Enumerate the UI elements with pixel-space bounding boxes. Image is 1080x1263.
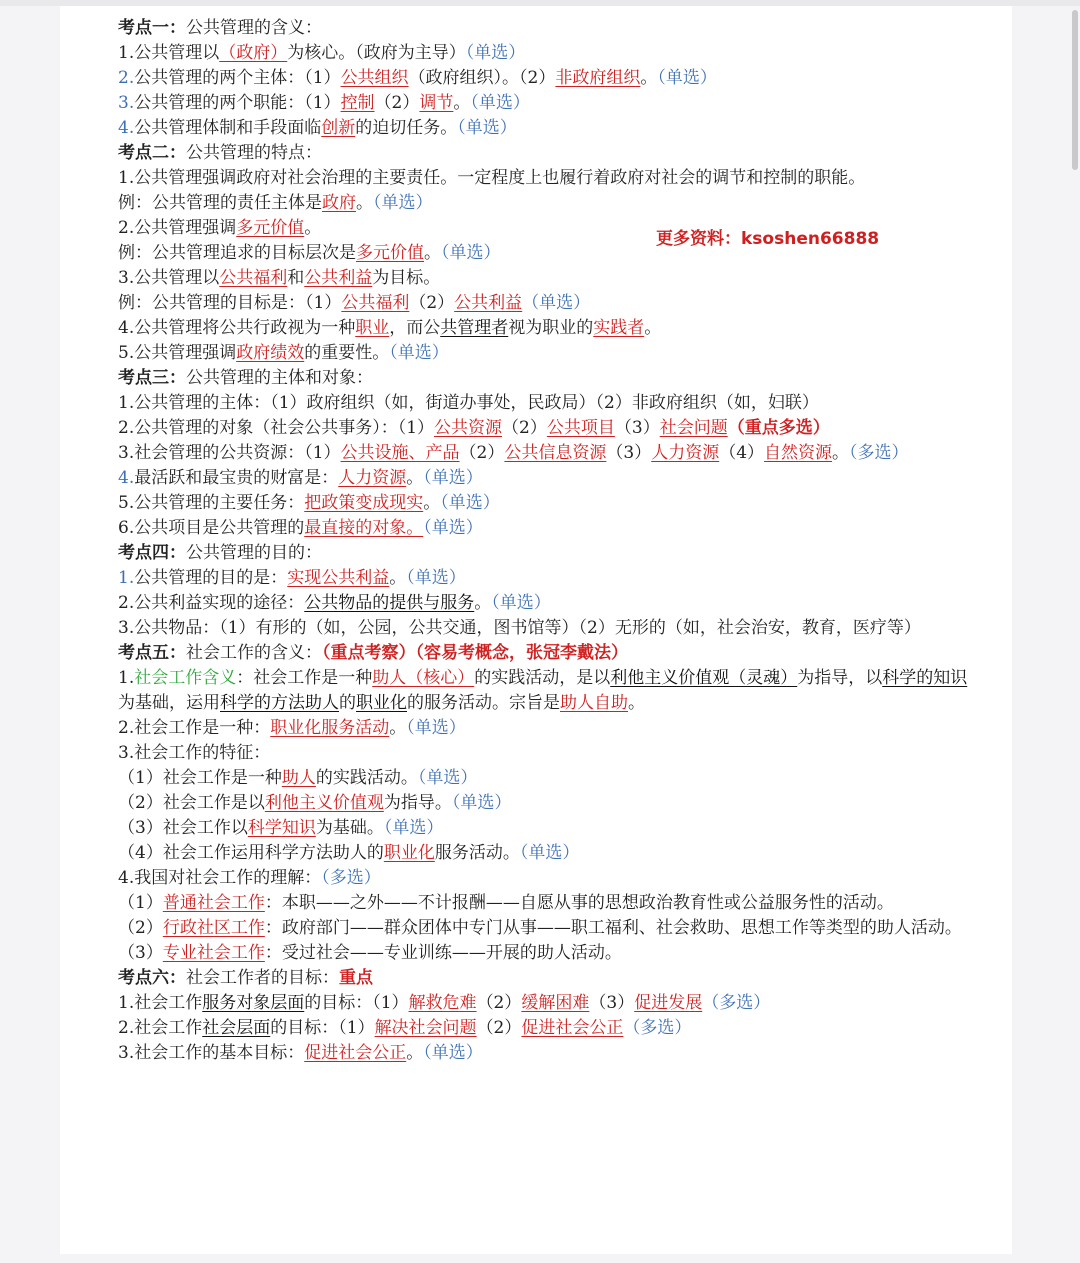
text-segment: 。 <box>424 243 441 263</box>
text-segment: 职业化 <box>383 843 435 863</box>
question-type-tag: （单选） <box>440 493 500 513</box>
text-segment: 例：公共管理追求的目标层次是 <box>118 243 356 263</box>
text-segment: 的 <box>339 693 356 713</box>
text-segment: 1.社会工作 <box>118 993 203 1013</box>
text-segment: 社会工作的含义： <box>186 643 322 663</box>
text-segment: 的迫切任务。 <box>355 118 458 138</box>
text-segment: 视为职业的 <box>508 318 594 338</box>
text-segment: （1） <box>118 893 163 913</box>
text-line <box>118 441 968 466</box>
text-segment: 促进社会公正 <box>521 1018 624 1038</box>
text-segment: 行政社区工作 <box>162 918 265 938</box>
text-segment: 缓解困难 <box>521 993 590 1013</box>
question-type-tag: （单选） <box>373 193 433 213</box>
section-heading: 考点二： <box>118 143 186 163</box>
section-heading: 考点三： <box>118 368 186 388</box>
text-segment: （4）社会工作运用科学方法助人的 <box>118 843 384 863</box>
question-type-tag: 1. <box>118 568 135 588</box>
text-segment: 公共福利 <box>219 268 288 288</box>
text-segment: 的服务活动。宗旨是 <box>407 693 560 713</box>
text-segment: （2） <box>502 418 547 438</box>
question-type-tag: （单选） <box>423 518 483 538</box>
text-segment: 5.公共管理的主要任务： <box>118 493 305 513</box>
question-type-tag: （单选） <box>519 843 580 863</box>
watermark-text: 更多资料：ksoshen66888 <box>656 229 880 249</box>
text-segment: （1）社会工作是一种 <box>118 768 282 788</box>
text-segment: （3） <box>589 993 635 1013</box>
text-segment: 。 <box>406 1043 424 1063</box>
text-segment: （政府） <box>219 43 288 63</box>
question-type-tag: （多选） <box>623 1018 692 1038</box>
text-segment: 公共管理的目的是： <box>134 568 288 588</box>
text-segment: 4.公共管理将公共行政视为一种 <box>118 318 356 338</box>
question-type-tag: （单选） <box>491 593 551 613</box>
question-type-tag: （单选） <box>406 568 466 588</box>
question-type-tag: （单选） <box>423 468 483 488</box>
text-line <box>118 116 968 141</box>
text-segment: （重点多选） <box>727 418 830 438</box>
section-heading: 考点五： <box>118 643 186 663</box>
text-segment: 调节 <box>419 93 454 113</box>
text-line <box>118 591 968 616</box>
text-segment: 1. <box>118 668 135 688</box>
question-type-tag: （单选） <box>457 118 517 138</box>
question-type-tag: （单选） <box>406 718 466 738</box>
text-line <box>118 641 968 666</box>
text-segment: 实现公共利益 <box>287 568 390 588</box>
text-line <box>118 341 968 366</box>
text-segment: 的目标：（1） <box>304 993 409 1013</box>
text-segment: 社会层面 <box>202 1018 271 1038</box>
text-segment: 社会问题 <box>659 418 728 438</box>
text-segment: 3.公共物品：（1）有形的（如，公园，公共交通，图书馆等）（2）无形的（如，社会治安，教育，医疗等） <box>118 618 921 638</box>
text-segment: 2.公共利益实现的途径： <box>118 593 305 613</box>
text-line <box>118 41 968 66</box>
text-segment: 公共信息资源 <box>504 443 607 463</box>
text-segment: 和 <box>287 268 305 288</box>
text-segment: 解救危难 <box>408 993 477 1013</box>
text-segment: 。 <box>644 318 662 338</box>
question-type-tag: （单选） <box>465 43 526 63</box>
text-segment: 科学的方法助人 <box>220 693 339 713</box>
text-line <box>118 766 968 791</box>
text-segment: 政府绩效 <box>236 343 305 363</box>
text-segment: 。 <box>640 68 658 88</box>
document-page <box>60 6 1012 1254</box>
text-segment: （2） <box>409 293 455 313</box>
text-segment: 公共设施、产品 <box>340 443 460 463</box>
text-segment: 公共利益 <box>304 268 373 288</box>
text-segment: 3.公共管理以 <box>118 268 220 288</box>
text-line <box>118 466 968 491</box>
section-heading: 考点一： <box>118 18 186 38</box>
text-segment: （2）社会工作是以 <box>118 793 265 813</box>
text-segment: 多元价值 <box>356 243 424 263</box>
text-line <box>118 291 968 316</box>
text-line <box>118 16 968 41</box>
text-segment: 例：公共管理的责任主体是 <box>118 193 322 213</box>
question-type-tag: （多选） <box>702 993 771 1013</box>
text-segment: 最活跃和最宝贵的财富是： <box>134 468 339 488</box>
text-segment: 3.社会工作的基本目标： <box>118 1043 305 1063</box>
text-line <box>118 366 968 391</box>
text-segment: 公共管理的特点： <box>186 143 322 163</box>
text-segment: 职业化 <box>356 693 407 713</box>
text-segment: 非政府组织 <box>555 68 641 88</box>
section-heading: 考点四： <box>118 543 186 563</box>
text-segment: 的实践活动。 <box>315 768 418 788</box>
text-segment: 3.社会管理的公共资源：（1） <box>118 443 341 463</box>
question-type-tag: （单选） <box>389 343 449 363</box>
text-segment: 利他主义价值观（灵魂） <box>610 668 798 688</box>
text-line <box>118 191 968 216</box>
text-line <box>118 966 968 991</box>
text-line <box>118 666 968 716</box>
text-segment: 。 <box>474 593 492 613</box>
text-segment: （3）社会工作以 <box>118 818 248 838</box>
text-segment: 公共利益 <box>454 293 523 313</box>
text-segment: 创新 <box>321 118 356 138</box>
text-segment: （2） <box>476 1018 522 1038</box>
text-segment: 的实践活动，是以 <box>474 668 611 688</box>
text-segment: （2） <box>374 93 420 113</box>
text-segment: 助人 <box>281 768 316 788</box>
text-line <box>118 141 968 166</box>
question-type-tag: （单选） <box>657 68 717 88</box>
text-segment: （3） <box>614 418 660 438</box>
text-segment: 的目标：（1） <box>270 1018 375 1038</box>
text-segment: ：社会工作是一种 <box>236 668 373 688</box>
text-segment: 科学的知识 <box>882 668 968 688</box>
question-type-tag: （单选） <box>417 768 478 788</box>
text-segment: （2） <box>118 918 163 938</box>
text-line <box>118 916 968 941</box>
text-line <box>118 1041 968 1066</box>
text-segment: 服务对象层面 <box>202 993 305 1013</box>
text-segment: 。 <box>628 693 645 713</box>
text-segment: 促进发展 <box>634 993 703 1013</box>
document-content <box>118 16 968 1066</box>
text-line <box>118 841 968 866</box>
text-segment: ：受过社会——专业训练——开展的助人活动。 <box>264 943 622 963</box>
text-segment: 把政策变成现实 <box>304 493 424 513</box>
text-line <box>118 316 968 341</box>
text-segment: 5.公共管理强调 <box>118 343 237 363</box>
text-segment: 公共组织 <box>340 68 409 88</box>
text-segment: 最直接的对象。 <box>304 518 424 538</box>
text-segment: 6.公共项目是公共管理的 <box>118 518 305 538</box>
question-type-tag: 4. <box>118 468 135 488</box>
text-line <box>118 391 968 416</box>
text-segment: 普通社会工作 <box>162 893 265 913</box>
text-segment: 。 <box>406 468 424 488</box>
text-segment: （2） <box>459 443 505 463</box>
text-segment: 1.公共管理强调政府对社会治理的主要责任。一定程度上也履行着政府对社会的调节和控制的职能。 <box>118 168 866 188</box>
text-segment: 。 <box>832 443 850 463</box>
text-segment: 公共福利 <box>341 293 410 313</box>
text-segment: 3.社会工作的特征： <box>118 743 271 763</box>
text-segment: 2.社会工作 <box>118 1018 203 1038</box>
question-type-tag: 3. <box>118 93 135 113</box>
text-segment: 专业社会工作 <box>162 943 265 963</box>
text-line <box>118 1016 968 1041</box>
text-segment: 实践者 <box>593 318 645 338</box>
text-line <box>118 891 968 916</box>
text-segment: 的重要性。 <box>304 343 390 363</box>
text-line <box>118 491 968 516</box>
text-segment: 职业 <box>355 318 390 338</box>
text-segment: 为目标。 <box>372 268 441 288</box>
text-segment: 。 <box>356 193 373 213</box>
text-segment: 公共管理体制和手段面临 <box>134 118 322 138</box>
question-type-tag: （多选） <box>321 868 381 888</box>
text-segment: 政府 <box>322 193 356 213</box>
text-segment: 促进社会公正 <box>304 1043 407 1063</box>
text-segment: 助人（核心） <box>372 668 475 688</box>
text-segment: 。 <box>304 218 322 238</box>
text-segment: 。 <box>423 493 441 513</box>
text-segment: 公共物品的提供与服务 <box>304 593 475 613</box>
text-segment: 。 <box>453 93 471 113</box>
text-line <box>118 266 968 291</box>
text-segment: 人力资源 <box>651 443 720 463</box>
text-segment: 服务活动。 <box>434 843 520 863</box>
text-segment: ：本职——之外——不计报酬——自愿从事的思想政治教育性或公益服务性的活动。 <box>264 893 894 913</box>
question-type-tag: （单选） <box>522 293 591 313</box>
text-segment: 为指导。 <box>383 793 452 813</box>
text-segment: 公共管理的两个主体：（1） <box>134 68 341 88</box>
text-segment: 共管理者 <box>440 318 509 338</box>
text-segment: 公共资源 <box>434 418 503 438</box>
text-line <box>118 66 968 91</box>
question-type-tag: （单选） <box>451 793 512 813</box>
text-segment: （2） <box>476 993 522 1013</box>
text-segment: 为基础，运用 <box>118 693 220 713</box>
text-segment: 2.社会工作是一种： <box>118 718 271 738</box>
text-segment: 例：公共管理的目标是：（1） <box>118 293 342 313</box>
text-segment: 公共管理的主体和对象： <box>186 368 373 388</box>
text-segment: 重点 <box>339 968 373 988</box>
text-line <box>118 541 968 566</box>
text-segment: （3） <box>606 443 652 463</box>
text-line <box>118 416 968 441</box>
text-line <box>118 866 968 891</box>
text-line <box>118 616 968 641</box>
question-type-tag: 2. <box>118 68 135 88</box>
text-segment: 自然资源 <box>764 443 833 463</box>
text-segment: 多元价值 <box>236 218 305 238</box>
text-segment: 1.公共管理的主体：（1）政府组织（如，街道办事处，民政局）（2）非政府组织（如，妇联） <box>118 393 819 413</box>
question-type-tag: （多选） <box>849 443 909 463</box>
text-segment: ：政府部门——群众团体中专门从事——职工福利、社会救助、思想工作等类型的助人活动。 <box>264 918 962 938</box>
text-segment: 为指导，以 <box>797 668 883 688</box>
text-segment: 职业化服务活动 <box>270 718 390 738</box>
question-type-tag: （单选） <box>470 93 530 113</box>
text-line <box>118 91 968 116</box>
text-line <box>118 816 968 841</box>
text-segment: （4） <box>719 443 765 463</box>
question-type-tag: （单选） <box>441 243 501 263</box>
text-segment: 2.公共管理的对象（社会公共事务）：（1） <box>118 418 435 438</box>
text-segment: 人力资源 <box>338 468 407 488</box>
text-line <box>118 716 968 741</box>
text-segment: 助人自助 <box>560 693 628 713</box>
section-heading: 考点六： <box>118 968 186 988</box>
text-segment: 4.我国对社会工作的理解： <box>118 868 322 888</box>
question-type-tag: （单选） <box>383 818 444 838</box>
text-segment: 社会工作含义 <box>134 668 237 688</box>
text-line <box>118 166 968 191</box>
scrollbar-thumb[interactable] <box>1072 10 1078 170</box>
text-segment: 利他主义价值观 <box>264 793 384 813</box>
text-segment: （政府组织）。（2） <box>408 68 556 88</box>
text-segment: 科学知识 <box>247 818 316 838</box>
text-segment: 公共管理的两个职能：（1） <box>134 93 341 113</box>
text-line <box>118 791 968 816</box>
text-segment: 为基础。 <box>315 818 384 838</box>
text-line <box>118 566 968 591</box>
text-line <box>118 991 968 1016</box>
text-segment: 公共管理的目的： <box>186 543 322 563</box>
text-segment: 2.公共管理强调 <box>118 218 237 238</box>
text-segment: （重点考察）（容易考概念，张冠李戴法） <box>322 643 628 663</box>
text-segment: 为核心。（政府为主导） <box>287 43 466 63</box>
question-type-tag: 4. <box>118 118 135 138</box>
question-type-tag: （单选） <box>423 1043 483 1063</box>
text-segment: 控制 <box>340 93 375 113</box>
text-segment: ，而公 <box>389 318 441 338</box>
text-line <box>118 516 968 541</box>
text-line <box>118 741 968 766</box>
text-segment: 1.公共管理以 <box>118 43 220 63</box>
text-segment: 解决社会问题 <box>374 1018 477 1038</box>
text-segment: （3） <box>118 943 163 963</box>
text-segment: 。 <box>389 718 407 738</box>
text-segment: 。 <box>389 568 407 588</box>
text-segment: 公共项目 <box>546 418 615 438</box>
text-segment: 社会工作者的目标： <box>186 968 339 988</box>
text-segment: 公共管理的含义： <box>186 18 322 38</box>
text-line <box>118 941 968 966</box>
